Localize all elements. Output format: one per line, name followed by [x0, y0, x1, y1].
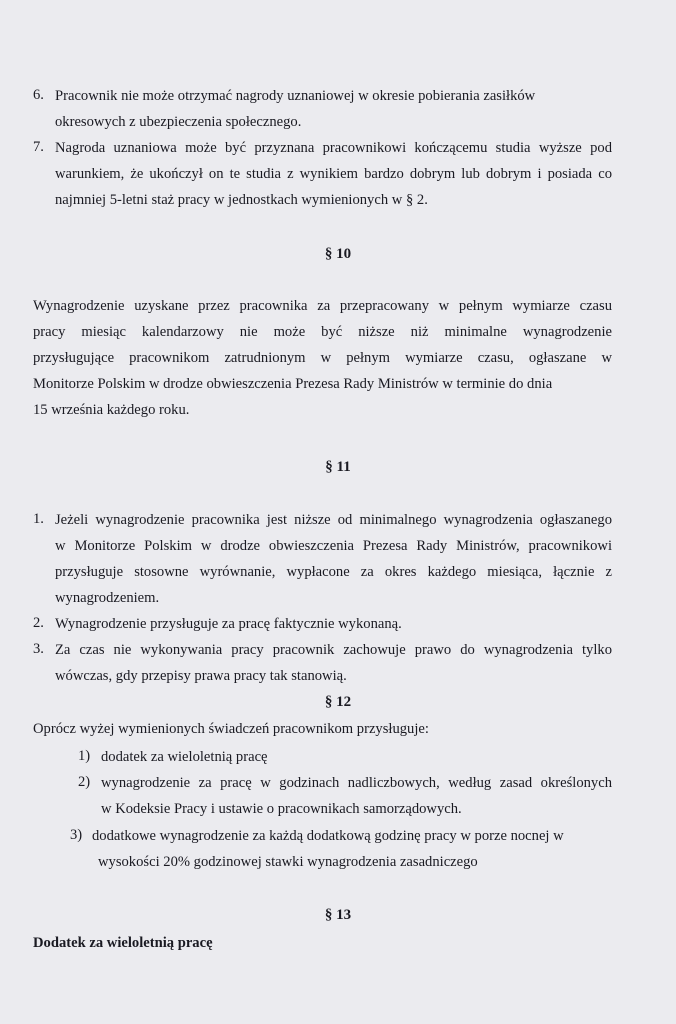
list-number: 1. [33, 511, 44, 527]
paragraph-line: warunkiem, że ukończył on te studia z wynikiem bardzo dobrym lub dobrym i posiada co [55, 166, 612, 182]
paragraph-line: Za czas nie wykonywania pracy pracownik zachowuje prawo do wynagrodzenia tylko [55, 642, 612, 658]
paragraph-line: Wynagrodzenie przysługuje za pracę faktycznie wykonaną. [55, 616, 402, 632]
list-number: 7. [33, 139, 44, 155]
list-number: 6. [33, 87, 44, 103]
section-heading: § 10 [324, 246, 352, 262]
list-number: 3. [33, 641, 44, 657]
paragraph-line: Monitorze Polskim w drodze obwieszczenia Prezesa Rady Ministrów w terminie do dnia [33, 376, 553, 392]
list-number: 3) [70, 827, 83, 843]
paragraph-line: Oprócz wyżej wymienionych świadczeń pracownikom przysługuje: [33, 721, 429, 737]
paragraph-line: Nagroda uznaniowa może być przyznana pracownikowi kończącemu studia wyższe pod [55, 140, 612, 156]
paragraph-line: w Kodeksie Pracy i ustawie o pracownikach samorządowych. [101, 801, 462, 817]
section-subtitle: Dodatek za wieloletnią pracę [33, 935, 213, 951]
paragraph-line: przysługuje stosowne wyrównanie, wypłacone za okres każdego miesiąca, łącznie z [55, 564, 612, 580]
paragraph-line: wynagrodzenie za pracę w godzinach nadliczbowych, według zasad określonych [101, 775, 612, 791]
paragraph-line: Pracownik nie może otrzymać nagrody uznaniowej w okresie pobierania zasiłków [55, 88, 536, 104]
paragraph-line: dodatkowe wynagrodzenie za każdą dodatkową godzinę pracy w porze nocnej w [92, 828, 564, 844]
list-number: 1) [78, 748, 91, 764]
paragraph-line: wynagrodzeniem. [55, 590, 160, 606]
list-number: 2. [33, 615, 44, 631]
paragraph-line: wówczas, gdy przepisy prawa pracy tak stanowią. [55, 668, 347, 684]
paragraph-line: przysługujące pracownikom zatrudnionym w pełnym wymiarze czasu, ogłaszane w [33, 350, 612, 366]
paragraph-line: dodatek za wieloletnią pracę [101, 749, 268, 765]
paragraph-line: okresowych z ubezpieczenia społecznego. [55, 114, 302, 130]
paragraph-line: w Monitorze Polskim w drodze obwieszczenia Prezesa Rady Ministrów, pracownikowi [55, 538, 612, 554]
section-heading: § 13 [324, 907, 352, 923]
paragraph-line: najmniej 5-letni staż pracy w jednostkach wymienionych w § 2. [55, 192, 428, 208]
paragraph-line: Jeżeli wynagrodzenie pracownika jest niższe od minimalnego wynagrodzenia ogłaszanego [55, 512, 612, 528]
paragraph-line: wysokości 20% godzinowej stawki wynagrodzenia zasadniczego [98, 854, 478, 870]
paragraph-line: pracy miesiąc kalendarzowy nie może być niższe niż minimalne wynagrodzenie [33, 324, 612, 340]
section-heading: § 12 [324, 694, 352, 710]
paragraph-line: Wynagrodzenie uzyskane przez pracownika za przepracowany w pełnym wymiarze czasu [33, 298, 612, 314]
list-number: 2) [78, 774, 91, 790]
section-heading: § 11 [325, 459, 351, 475]
paragraph-line: 15 września każdego roku. [33, 402, 190, 418]
